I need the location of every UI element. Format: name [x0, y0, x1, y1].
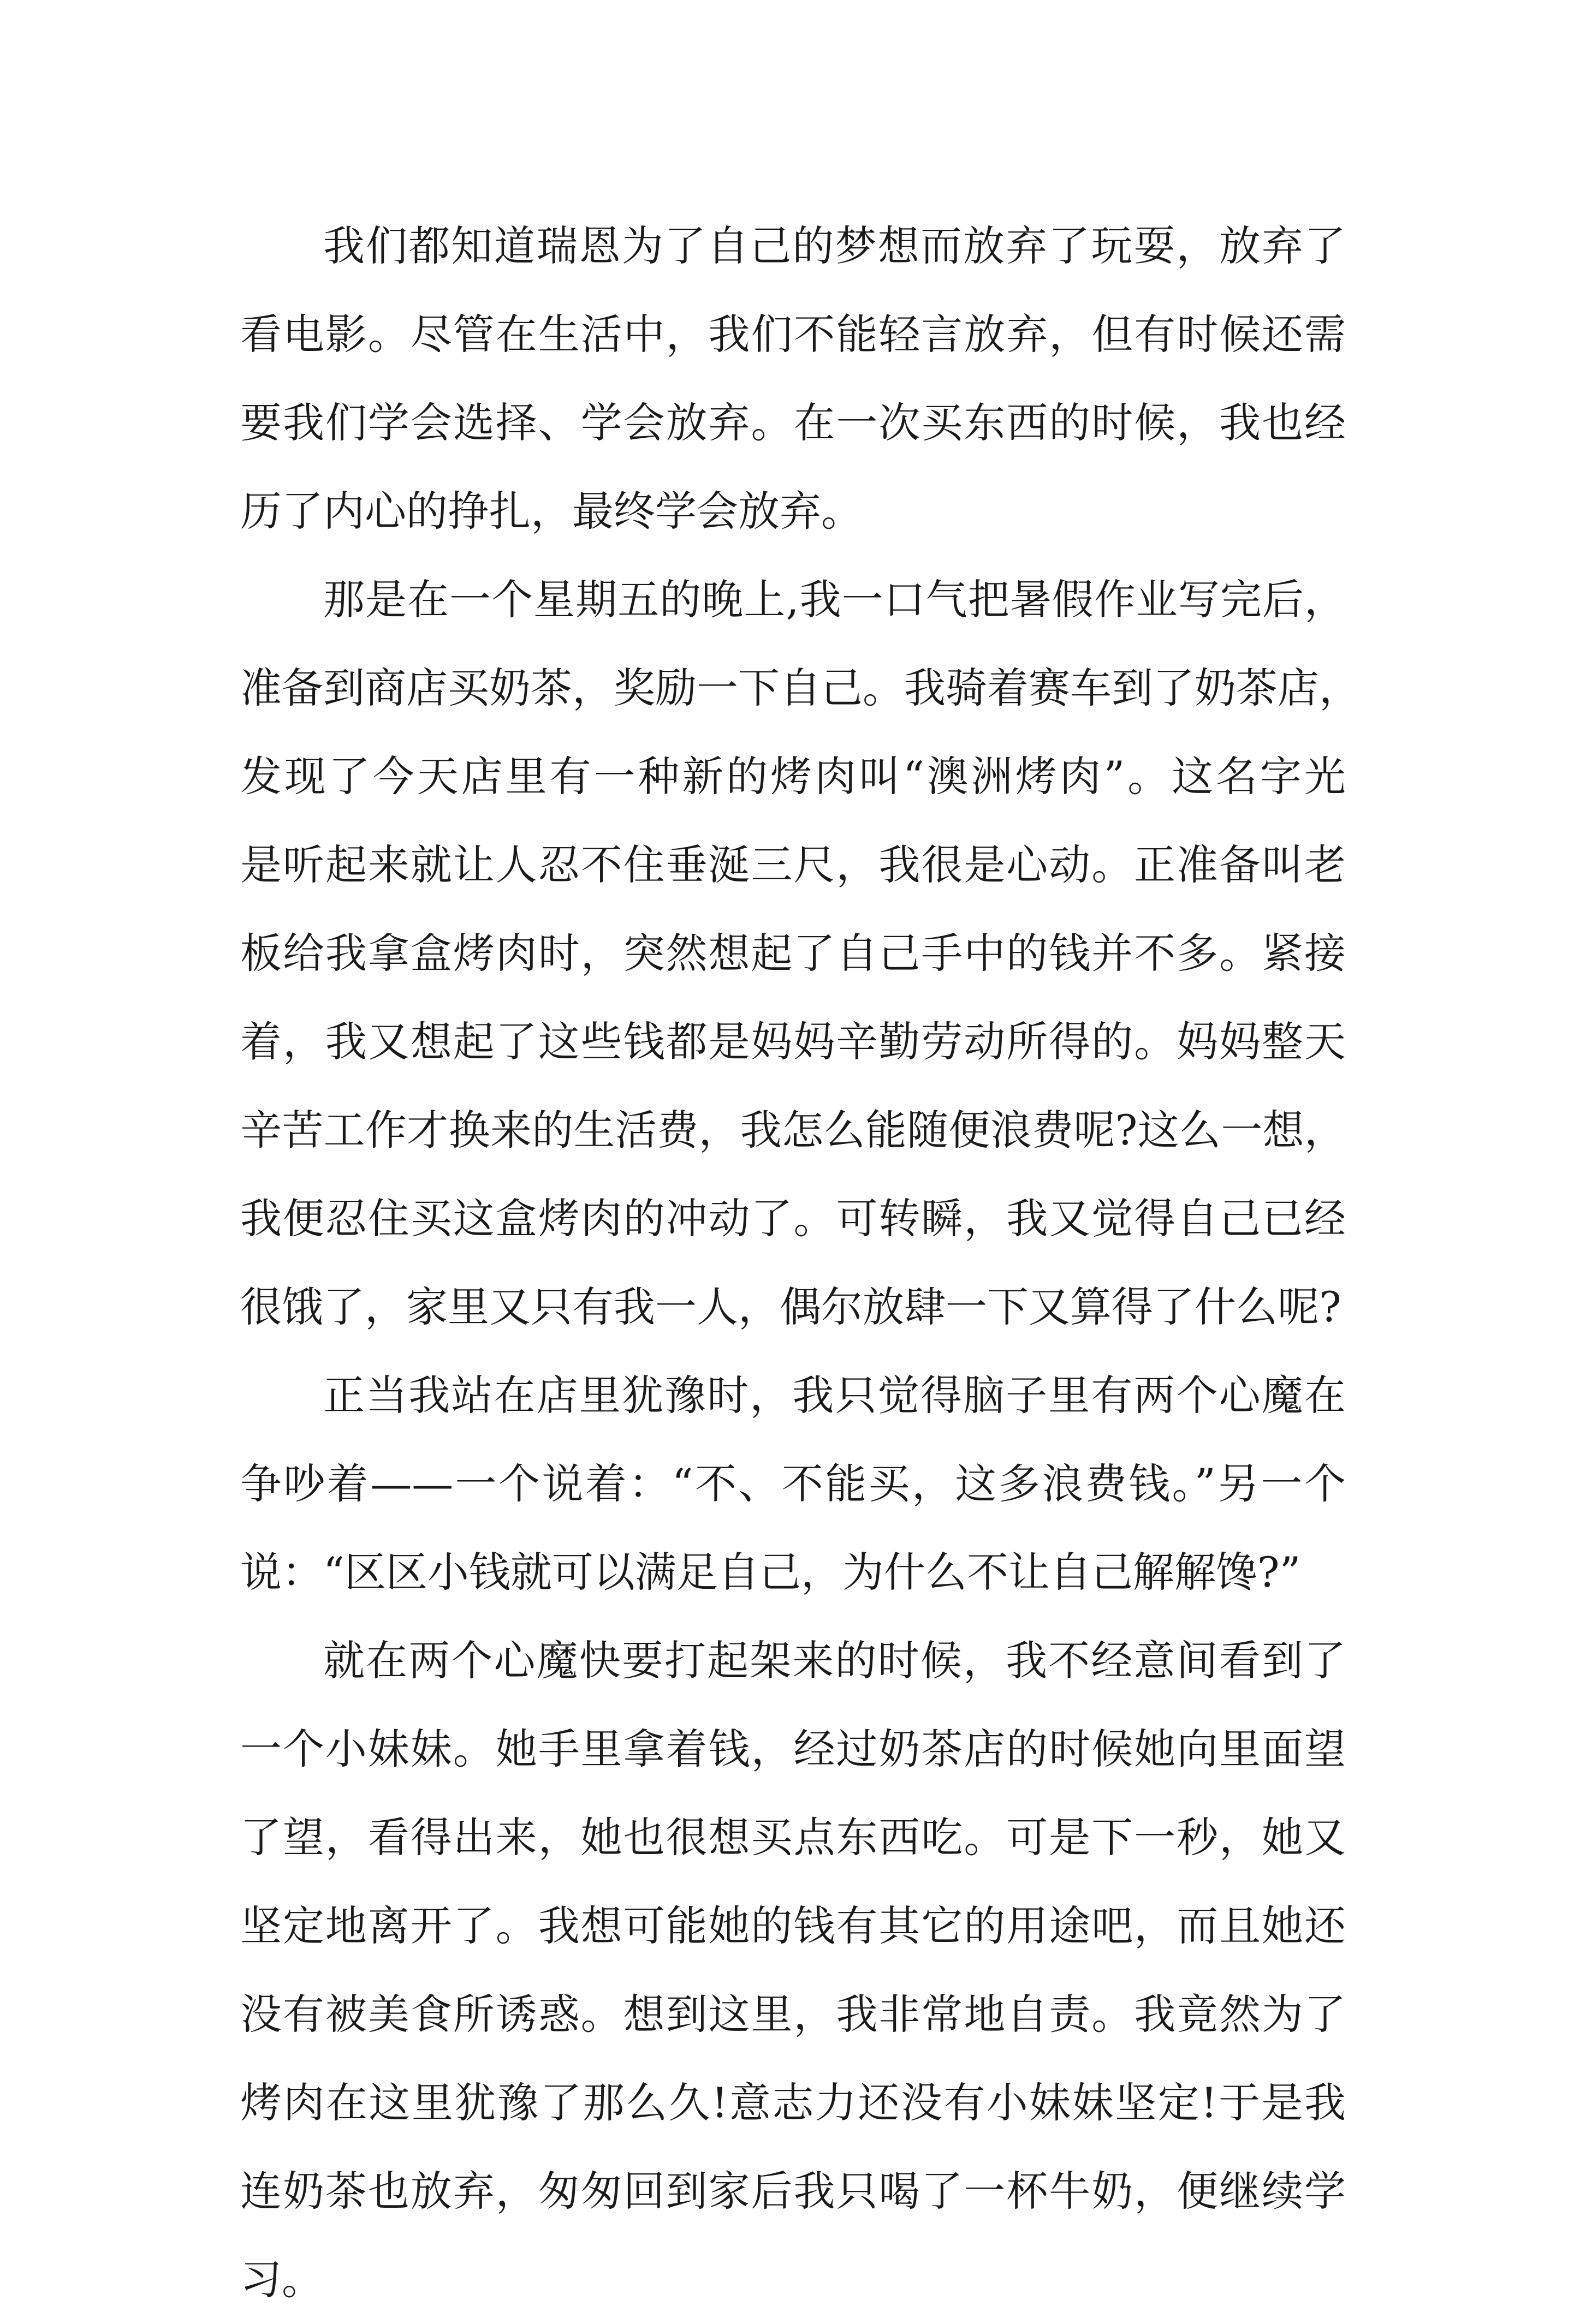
text-line: 争吵着——一个说着：“不、不能买，这多浪费钱。”另一个	[240, 1459, 1346, 1508]
text-line: 要我们学会选择、学会放弃。在一次买东西的时候，我也经	[240, 398, 1346, 447]
text-line: 历了内心的挣扎，最终学会放弃。	[240, 487, 863, 535]
text-line: 连奶茶也放弃，匆匆回到家后我只喝了一杯牛奶，便继续学	[240, 2167, 1346, 2215]
text-line: 烤肉在这里犹豫了那么久!意志力还没有小妹妹坚定!于是我	[240, 2078, 1346, 2127]
text-line: 正当我站在店里犹豫时，我只觉得脑子里有两个心魔在	[323, 1371, 1346, 1420]
text-line: 一个小妹妹。她手里拿着钱，经过奶茶店的时候她向里面望	[240, 1725, 1346, 1773]
paragraph	[240, 202, 1346, 556]
text-line: 习。	[240, 2255, 323, 2304]
text-line: 坚定地离开了。我想可能她的钱有其它的用途吧，而且她还	[240, 1902, 1346, 1950]
text-line: 辛苦工作才换来的生活费，我怎么能随便浪费呢?这么一想，	[240, 1106, 1346, 1154]
text-line: 板给我拿盒烤肉时，突然想起了自己手中的钱并不多。紧接	[240, 929, 1346, 978]
text-line: 很饿了，家里又只有我一人，偶尔放肆一下又算得了什么呢?	[240, 1283, 1341, 1331]
text-line: 说：“区区小钱就可以满足自己，为什么不让自己解解馋?”	[240, 1548, 1301, 1596]
text-line: 看电影。尽管在生活中，我们不能轻言放弃，但有时候还需	[240, 310, 1346, 359]
text-line: 我便忍住买这盒烤肉的冲动了。可转瞬，我又觉得自己已经	[240, 1194, 1346, 1243]
text-line: 了望，看得出来，她也很想买点东西吃。可是下一秒，她又	[240, 1813, 1346, 1862]
text-line: 那是在一个星期五的晚上,我一口气把暑假作业写完后，	[323, 575, 1346, 624]
text-line: 发现了今天店里有一种新的烤肉叫“澳洲烤肉”。这名字光	[240, 752, 1346, 801]
text-line: 就在两个心魔快要打起架来的时候，我不经意间看到了	[323, 1636, 1346, 1685]
text-line: 着，我又想起了这些钱都是妈妈辛勤劳动所得的。妈妈整天	[240, 1017, 1346, 1066]
paragraph	[240, 1617, 1346, 2324]
text-line: 准备到商店买奶茶，奖励一下自己。我骑着赛车到了奶茶店，	[240, 664, 1361, 712]
text-line: 没有被美食所诱惑。想到这里，我非常地自责。我竟然为了	[240, 1990, 1346, 2039]
paragraph	[240, 1351, 1346, 1617]
paragraph	[240, 556, 1361, 1351]
text-line: 我们都知道瑞恩为了自己的梦想而放弃了玩耍，放弃了	[323, 222, 1346, 270]
text-line: 是听起来就让人忍不住垂涎三尺，我很是心动。正准备叫老	[240, 841, 1346, 889]
text-body	[240, 202, 1361, 2324]
